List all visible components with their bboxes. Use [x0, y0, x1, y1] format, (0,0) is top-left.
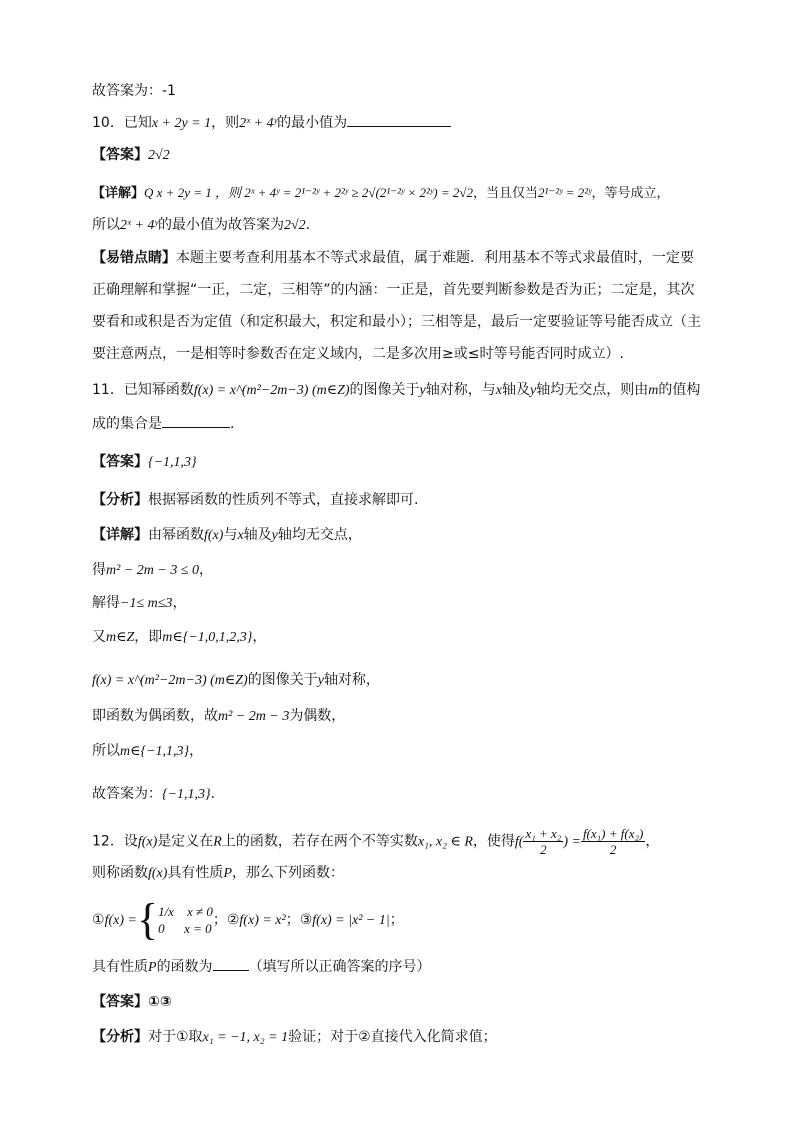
answer-line-q9 [92, 80, 176, 102]
case-2: 0 x = 0 [158, 921, 212, 936]
text: 对于①取 [148, 1029, 203, 1045]
text: ， [189, 743, 204, 759]
answer-tag: 【答案】 [92, 994, 148, 1010]
fraction [581, 826, 645, 857]
text: 的图像关于 [247, 672, 318, 688]
math: 2√2 [148, 148, 170, 163]
math: m∈{−1,0,1,2,3} [162, 630, 253, 645]
text: 轴及 [501, 382, 530, 398]
text: ，使得 [472, 833, 515, 850]
math: 2√2 [283, 218, 306, 233]
option-1-marker: ① [92, 912, 105, 928]
explanation-tag: 【详解】 [92, 527, 148, 543]
text: ，则 [211, 115, 240, 131]
math: Q x + 2y = 1 ，则 2ˣ + 4ʸ = 2¹⁻²ʸ + 2²ʸ ≥ 2√(2¹⁻²ʸ × 2²ʸ) = 2√2 [144, 185, 474, 200]
step-5 [92, 705, 345, 728]
question-12-cont [92, 862, 344, 885]
text: 则称函数 [92, 865, 148, 881]
text: 的图像关于 [349, 382, 420, 398]
math: x₁ = −1, x₂ = 1 [202, 1030, 289, 1045]
math: x [495, 383, 502, 398]
math: ) = [563, 834, 581, 850]
text: 要注意两点，一是相等时参数否在定义域内，二是多次用≥或≤时等号能否同时成立）. [92, 346, 624, 362]
math: f(x) = x^(m²−2m−3) (m∈Z) [92, 673, 248, 688]
explanation-q10-cont [92, 214, 310, 237]
error-tip-tag: 【易错点睛】 [92, 250, 176, 266]
analysis-q11 [92, 489, 418, 511]
text: ，等号成立， [591, 186, 670, 201]
text: ，当且仅当 [473, 186, 539, 201]
text: 正确理解和掌握“一正，二定，三相等”的内涵：一正是，首先要判断参数是否为正；二定是，其次 [92, 282, 695, 298]
math: m² − 2m − 3 ≤ 0 [106, 563, 199, 578]
text: 由幂函数 [148, 527, 204, 543]
text: 要看和或积是否为定值（和定积最大，积定和最小）；三相等是，最后一定要验证等号能否成立（主 [92, 314, 701, 330]
explanation-q11 [92, 524, 362, 547]
analysis-q12 [92, 1026, 497, 1049]
math: f(x) = [104, 913, 137, 928]
step-6 [92, 740, 203, 763]
math: y [317, 673, 324, 688]
math: y [419, 383, 426, 398]
step-3 [92, 626, 266, 649]
text: 得 [92, 562, 106, 578]
answer-blank [162, 413, 230, 428]
math: {−1,1,3} [148, 455, 197, 470]
text: ， [645, 833, 660, 850]
brace-icon: { [136, 895, 159, 944]
answer-value: ①③ [148, 994, 172, 1010]
text: 的最小值为 [277, 115, 348, 131]
error-tip-line2 [92, 279, 695, 301]
text: 验证；对于②直接代入化简求值； [288, 1029, 497, 1045]
math: {−1,1,3} [162, 787, 211, 802]
text: ，那么下列函数： [232, 865, 344, 881]
error-tip-line3 [92, 311, 701, 333]
text: 上的函数，若存在两个不等实数 [221, 833, 418, 850]
math: P [148, 960, 157, 975]
math: −1≤ m≤3 [120, 596, 173, 611]
answer-blank [213, 956, 249, 971]
text: 成的集合是 [92, 416, 162, 432]
text: 故答案为：-1 [92, 83, 176, 99]
math: R [213, 834, 222, 850]
math: f(x) = |x² − 1| [312, 913, 390, 928]
answer-tag: 【答案】 [92, 147, 148, 163]
math: m [648, 383, 659, 398]
text: 故答案为： [92, 786, 162, 802]
math: f(x) [204, 528, 224, 543]
text: 轴及 [243, 527, 272, 543]
math: y [271, 528, 278, 543]
text: 的最小值为故答案为 [157, 217, 284, 233]
answer-tag: 【答案】 [92, 454, 148, 470]
explanation-tag: 【详解】 [92, 186, 145, 201]
math: 2ˣ + 4ʸ [239, 116, 278, 131]
step-4 [92, 669, 380, 692]
text: 是定义在 [157, 833, 214, 850]
numerator: x₁ + x₂ [525, 826, 562, 841]
text: 又 [92, 629, 106, 645]
math: 2¹⁻²ʸ = 2²ʸ [538, 185, 592, 200]
text: ； [389, 912, 404, 928]
analysis-tag: 【分析】 [92, 492, 148, 508]
question-12-prompt [92, 956, 431, 979]
numerator: f(x₁) + f(x₂) [582, 826, 644, 841]
text: 为偶数， [289, 708, 346, 724]
denominator: 2 [609, 842, 617, 857]
text: 的值构 [658, 382, 701, 398]
question-11 [92, 379, 700, 402]
question-11-cont [92, 413, 234, 435]
answer-blank [347, 112, 451, 127]
text: ；② [212, 912, 240, 928]
math: 2ˣ + 4ʸ [120, 218, 158, 233]
text: 根据幂函数的性质列不等式，直接求解即可. [148, 492, 419, 508]
text: . [230, 416, 235, 432]
text: 所以 [92, 217, 120, 233]
denominator: 2 [540, 842, 547, 857]
text: 与 [223, 527, 238, 543]
error-tip-line4 [92, 343, 624, 365]
text: 轴对称， [323, 672, 380, 688]
math: P [223, 866, 232, 881]
case-1: 1/x x ≠ 0 [158, 904, 213, 919]
math: f(x) [148, 866, 168, 881]
math: f(x) = x^(m²−2m−3) (m∈Z) [193, 383, 350, 398]
text: 12．设 [92, 833, 138, 850]
question-12 [92, 826, 659, 857]
math: y [529, 383, 537, 398]
text: 解得 [92, 595, 120, 611]
math: m∈Z [106, 630, 135, 645]
text: 即函数为偶函数，故 [92, 708, 218, 724]
step-1 [92, 559, 213, 582]
text: （填写所以正确答案的序号） [248, 959, 431, 975]
text: . [305, 217, 311, 233]
math: f(x) [137, 834, 158, 850]
piecewise-cases [158, 903, 213, 937]
final-answer-q11 [92, 783, 215, 806]
answer-q10 [92, 144, 170, 167]
text: 具有性质 [92, 959, 148, 975]
error-tip [92, 247, 694, 269]
text: ， [199, 562, 213, 578]
step-2 [92, 592, 186, 615]
explanation-q10 [92, 182, 670, 205]
text: 具有性质 [167, 865, 224, 881]
analysis-tag: 【分析】 [92, 1029, 148, 1045]
text: 的函数为 [156, 959, 213, 975]
text: ；③ [285, 912, 313, 928]
text: ， [252, 629, 267, 645]
math: f( [514, 834, 524, 850]
answer-q12 [92, 991, 172, 1013]
text: 10．已知 [92, 115, 152, 131]
text: 本题主要考查利用基本不等式求最值，属于难题．利用基本不等式求最值时，一定要 [176, 250, 694, 266]
text: 所以 [92, 743, 120, 759]
text: 轴对称，与 [425, 382, 496, 398]
text: 轴均无交点，则由 [536, 382, 649, 398]
text: 轴均无交点， [277, 527, 362, 543]
answer-q11 [92, 451, 197, 474]
text: 11．已知幂函数 [92, 382, 194, 398]
text: ，即 [134, 629, 163, 645]
math: m² − 2m − 3 [218, 709, 290, 724]
text: ， [172, 595, 187, 611]
math: m∈{−1,1,3} [120, 744, 190, 759]
text: . [210, 786, 216, 802]
fraction [523, 826, 563, 857]
math: x [237, 528, 244, 543]
math: x₁, x₂ ∈ R [417, 834, 473, 850]
math: x + 2y = 1 [151, 116, 212, 131]
question-10 [92, 112, 451, 135]
function-options [92, 895, 404, 944]
math: f(x) = x² [239, 913, 286, 928]
